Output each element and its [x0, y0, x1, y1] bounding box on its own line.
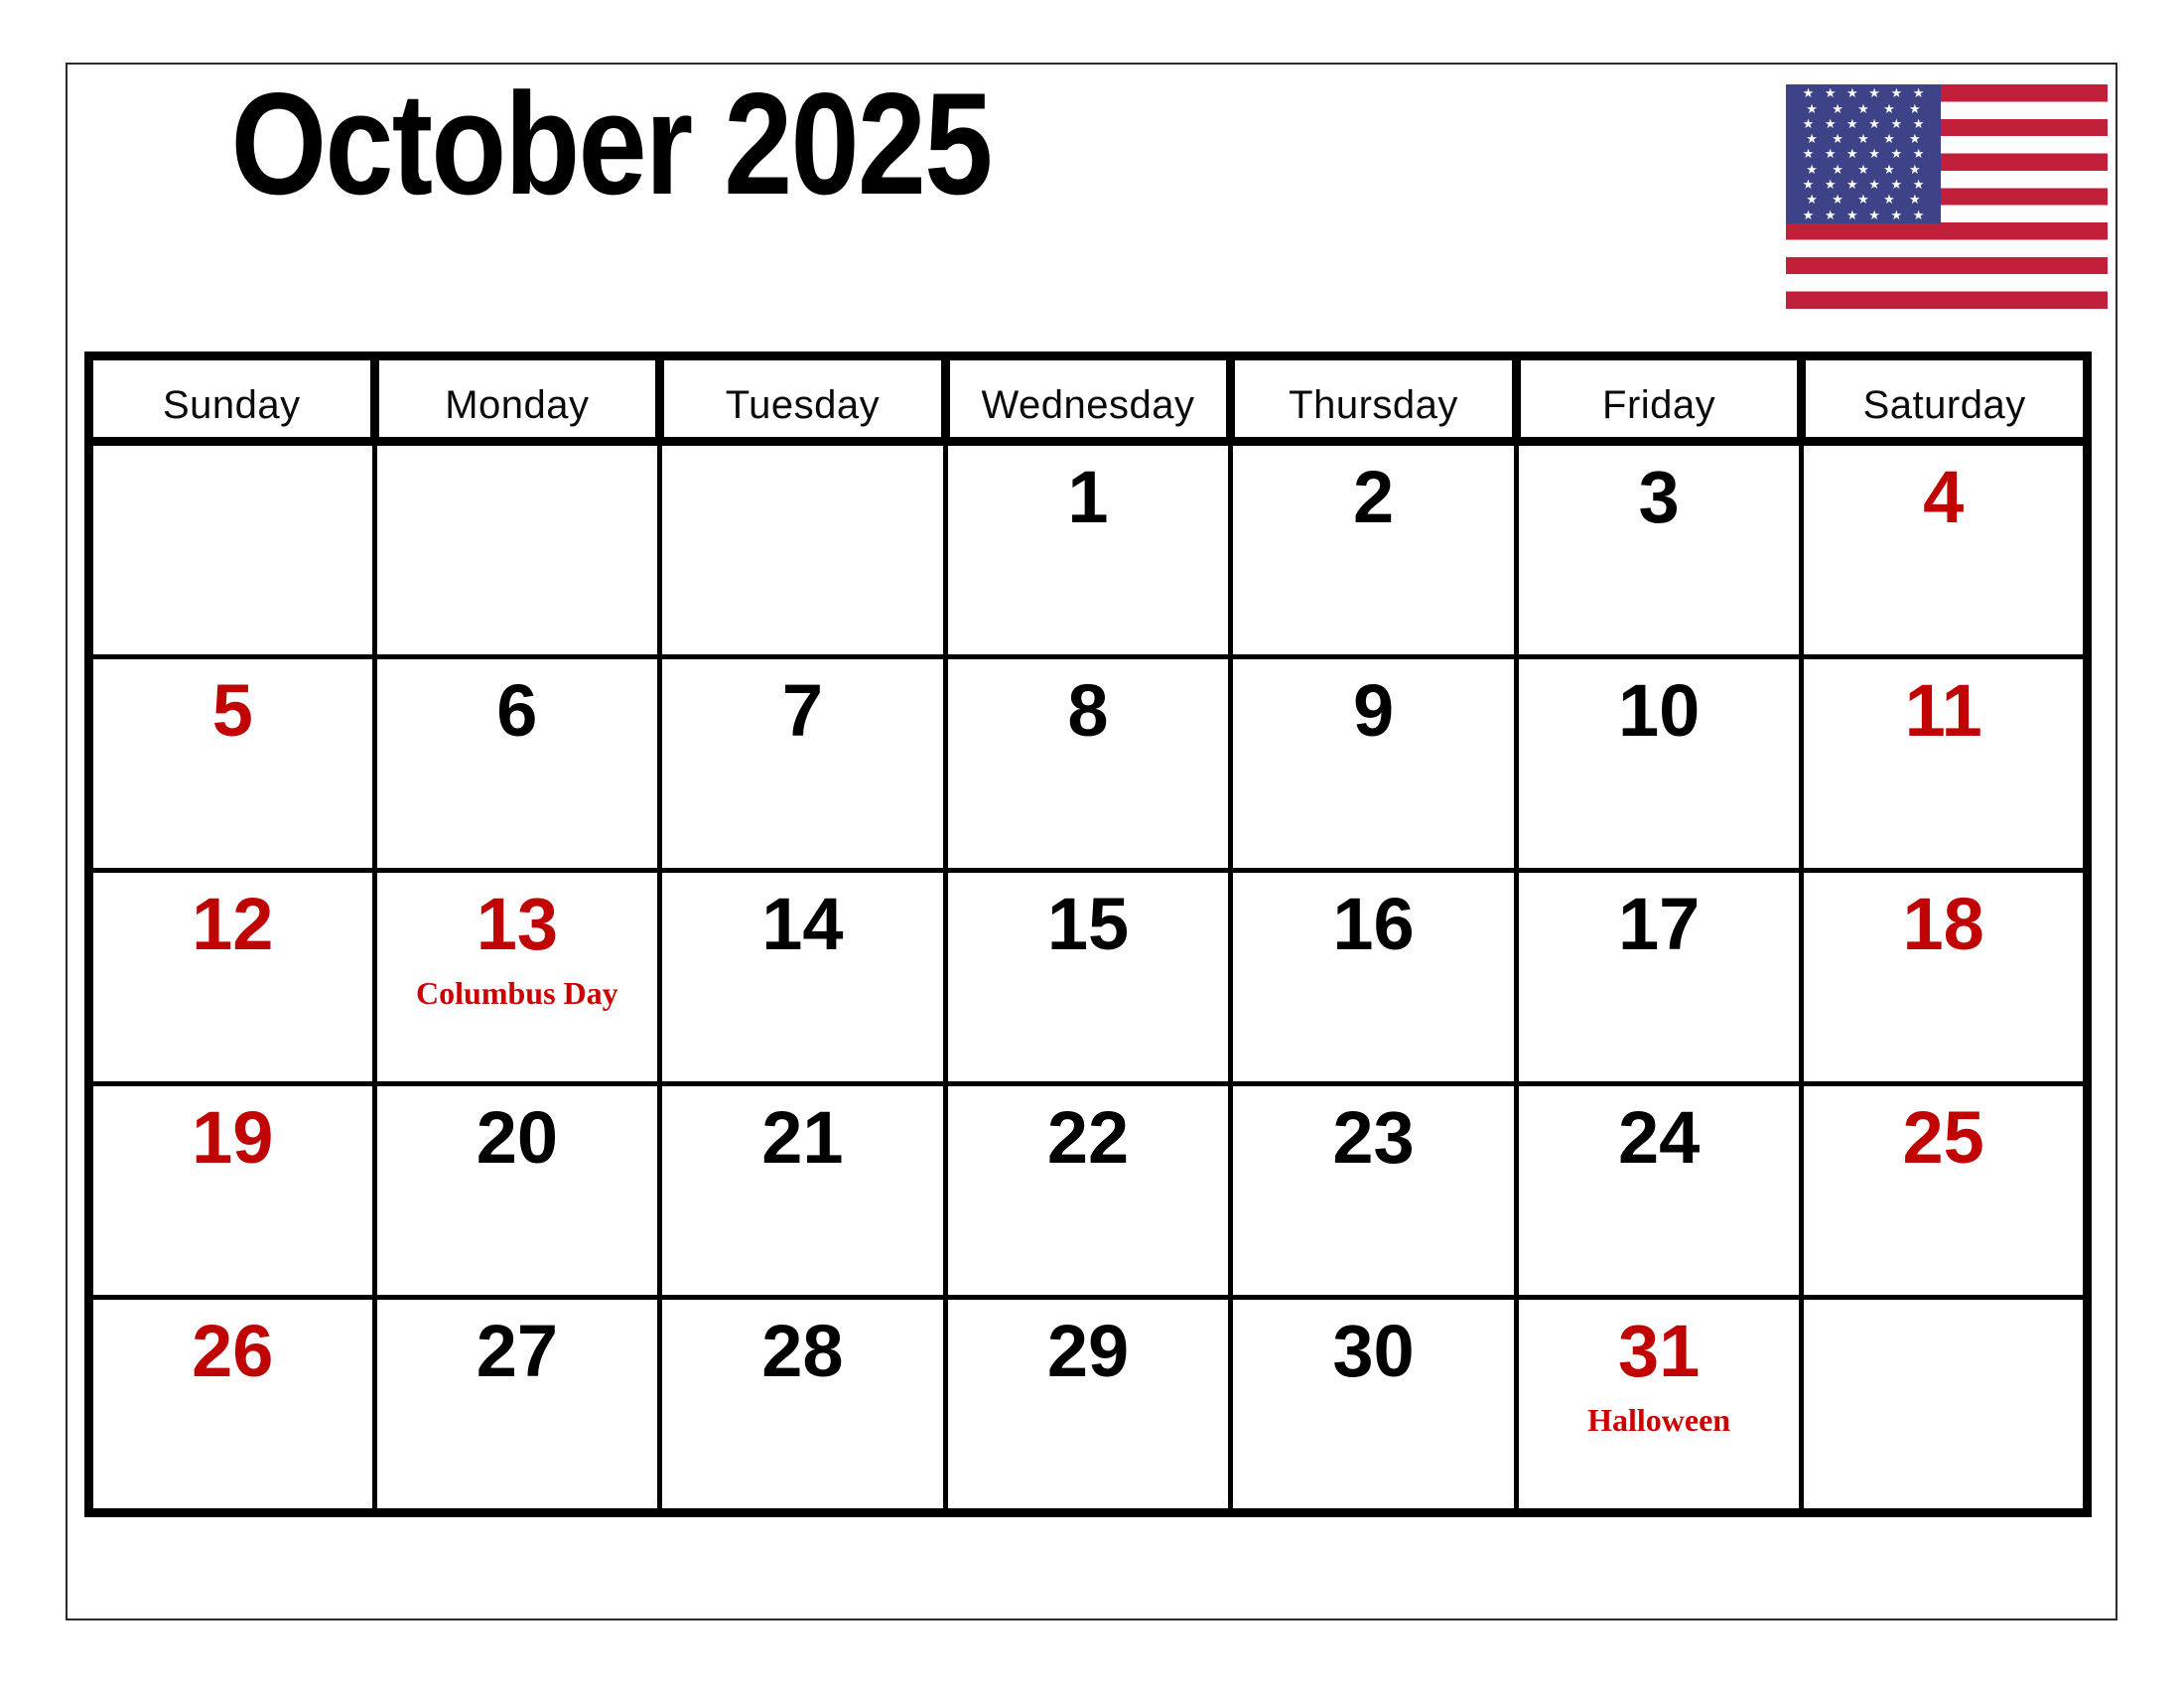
- date-number: 20: [476, 1096, 558, 1179]
- date-number: 7: [781, 669, 823, 752]
- flag-star-row: ★ ★ ★ ★ ★ ★: [1802, 85, 1925, 101]
- date-number: 6: [496, 669, 538, 752]
- empty-cell: [374, 442, 660, 657]
- date-number: 23: [1332, 1096, 1415, 1179]
- flag-star-row: ★ ★ ★ ★ ★ ★: [1802, 207, 1925, 222]
- date-cell-7: [660, 657, 946, 871]
- date-number: 18: [1902, 883, 1984, 965]
- date-number: 11: [1904, 669, 1982, 752]
- weekday-header-sunday: Sunday: [89, 356, 375, 442]
- flag-star-row: ★ ★ ★ ★ ★: [1806, 100, 1921, 116]
- empty-cell: [1802, 1298, 2088, 1513]
- date-cell-8: [945, 657, 1231, 871]
- weekday-header-thursday: Thursday: [1231, 356, 1517, 442]
- date-number: 25: [1902, 1096, 1984, 1179]
- empty-cell: [89, 442, 375, 657]
- date-cell-18: [1802, 871, 2088, 1084]
- date-number: 13: [476, 883, 558, 965]
- date-number: 22: [1046, 1096, 1130, 1179]
- calendar-grid: [84, 352, 2092, 1517]
- date-cell-17: [1516, 871, 1802, 1084]
- date-number: [662, 446, 943, 461]
- flag-star-row: ★ ★ ★ ★ ★: [1806, 131, 1921, 147]
- week-row-5: [89, 1298, 2088, 1513]
- date-cell-27: [374, 1298, 660, 1513]
- date-number: 30: [1332, 1310, 1415, 1392]
- date-number: 15: [1046, 883, 1130, 965]
- date-number: 8: [1067, 669, 1109, 752]
- weekday-header-monday: Monday: [374, 356, 660, 442]
- date-cell-21: [660, 1084, 946, 1298]
- flag-star-row: ★ ★ ★ ★ ★: [1806, 192, 1921, 208]
- date-number: 28: [761, 1310, 844, 1392]
- weekday-header-tuesday: Tuesday: [660, 356, 946, 442]
- date-cell-2: [1231, 442, 1517, 657]
- date-cell-29: [945, 1298, 1231, 1513]
- date-cell-4: [1802, 442, 2088, 657]
- week-row-3: [89, 871, 2088, 1084]
- date-cell-11: [1802, 657, 2088, 871]
- date-number: 2: [1352, 456, 1395, 538]
- week-row-1: [89, 442, 2088, 657]
- date-number: [1804, 1300, 2083, 1315]
- us-flag-icon: [1786, 84, 2108, 309]
- date-cell-16: [1231, 871, 1517, 1084]
- date-number: 12: [192, 883, 274, 965]
- flag-star-row: ★ ★ ★ ★ ★ ★: [1802, 146, 1925, 162]
- weekday-header-wednesday: Wednesday: [945, 356, 1231, 442]
- date-number: 3: [1638, 456, 1680, 538]
- date-number: 4: [1923, 456, 1965, 538]
- page-title: [84, 63, 1139, 240]
- date-number: 17: [1617, 883, 1701, 965]
- date-number: 27: [476, 1310, 558, 1392]
- date-number: 16: [1332, 883, 1415, 965]
- date-number: 1: [1067, 456, 1109, 538]
- date-number: 9: [1352, 669, 1395, 752]
- flag-star-row: ★ ★ ★ ★ ★ ★: [1802, 177, 1925, 193]
- date-cell-9: [1231, 657, 1517, 871]
- date-number: 31: [1617, 1310, 1701, 1392]
- date-cell-23: [1231, 1084, 1517, 1298]
- date-cell-19: [89, 1084, 375, 1298]
- date-cell-24: [1516, 1084, 1802, 1298]
- week-row-4: [89, 1084, 2088, 1298]
- date-cell-10: [1516, 657, 1802, 871]
- date-number: 5: [211, 669, 253, 752]
- date-cell-20: [374, 1084, 660, 1298]
- date-number: 24: [1617, 1096, 1701, 1179]
- date-cell-14: [660, 871, 946, 1084]
- date-cell-15: [945, 871, 1231, 1084]
- date-number: [93, 446, 372, 461]
- holiday-label-columbus-day: Columbus Day: [416, 975, 618, 1011]
- date-cell-1: [945, 442, 1231, 657]
- date-number: 29: [1046, 1310, 1130, 1392]
- weekday-header-saturday: Saturday: [1802, 356, 2088, 442]
- date-number: 10: [1617, 669, 1701, 752]
- date-cell-5: [89, 657, 375, 871]
- date-cell-6: [374, 657, 660, 871]
- holiday-label-halloween: Halloween: [1587, 1402, 1731, 1438]
- empty-cell: [660, 442, 946, 657]
- flag-canton: [1786, 84, 1941, 223]
- date-cell-31: [1516, 1298, 1802, 1513]
- weekday-header-friday: Friday: [1516, 356, 1802, 442]
- date-cell-30: [1231, 1298, 1517, 1513]
- date-cell-25: [1802, 1084, 2088, 1298]
- date-number: 14: [761, 883, 844, 965]
- date-cell-22: [945, 1084, 1231, 1298]
- weekday-header-row: [89, 356, 2088, 442]
- week-row-2: [89, 657, 2088, 871]
- date-cell-12: [89, 871, 375, 1084]
- date-cell-28: [660, 1298, 946, 1513]
- page-title-text: October 2025: [231, 63, 992, 224]
- date-cell-26: [89, 1298, 375, 1513]
- flag-star-row: ★ ★ ★ ★ ★ ★: [1802, 115, 1925, 131]
- date-number: 26: [192, 1310, 274, 1392]
- date-cell-13: [374, 871, 660, 1084]
- date-number: [377, 446, 658, 461]
- date-number: 21: [761, 1096, 844, 1179]
- flag-star-row: ★ ★ ★ ★ ★: [1806, 161, 1921, 177]
- date-cell-3: [1516, 442, 1802, 657]
- date-number: 19: [192, 1096, 274, 1179]
